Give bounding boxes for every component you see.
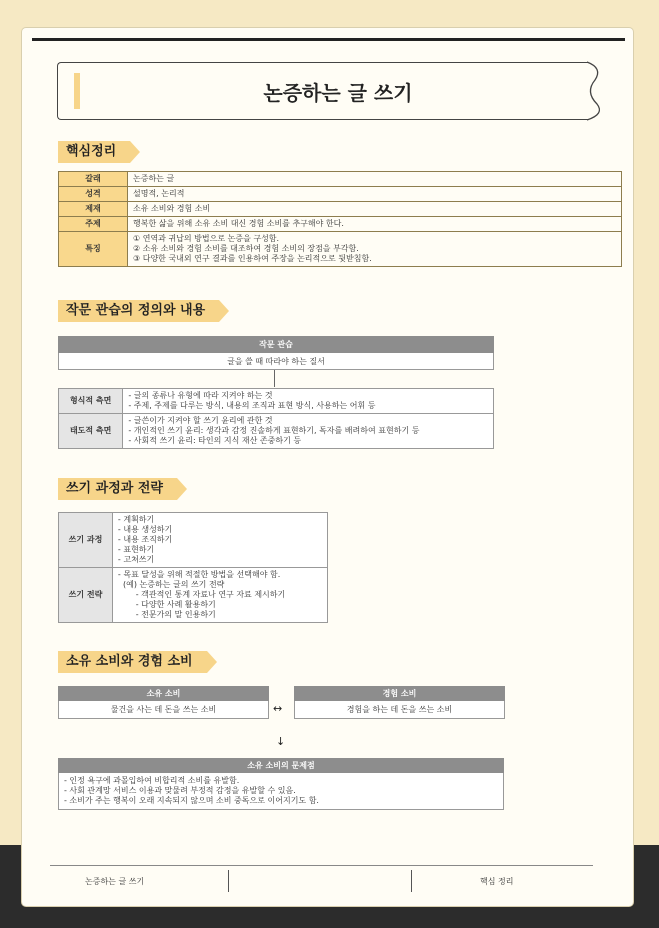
content-line: - 개인적인 쓰기 윤리: 생각과 감정 진솔하게 표현하기, 독자를 배려하여 표현하기 등 — [128, 426, 420, 435]
row-label: 제재 — [59, 202, 128, 217]
section-heading-consumption: 소유 소비와 경험 소비 — [58, 651, 207, 673]
content-line: - 객관적인 통계 자료나 연구 자료 제시하기 — [117, 590, 286, 599]
row-content — [112, 513, 327, 568]
content-line: - 내용 생성하기 — [117, 525, 173, 534]
row-label: 쓰기 과정 — [59, 513, 113, 568]
section-heading-process: 쓰기 과정과 전략 — [58, 478, 177, 500]
process-row — [59, 568, 328, 623]
double-arrow: ↔ — [273, 702, 283, 715]
page-sheet — [22, 28, 633, 906]
row-label: 갈래 — [59, 172, 128, 187]
problem-line: - 사회 관계망 서비스 이용과 맞물려 부정적 감정을 유발할 수 있음. — [64, 786, 296, 795]
title-accent-bar — [74, 73, 80, 109]
convention-header: 작문 관습 — [58, 336, 494, 353]
core-table-row — [59, 217, 622, 232]
title-box — [57, 62, 588, 120]
experience-consumption-card — [294, 686, 505, 719]
row-label: 특징 — [59, 232, 128, 267]
own-consumption-header: 소유 소비 — [58, 686, 269, 701]
content-line: - 내용 조직하기 — [117, 535, 173, 544]
process-table — [58, 512, 328, 623]
convention-row — [59, 414, 494, 449]
content-line: ③ 다양한 국내외 연구 결과를 인용하여 주장을 논리적으로 뒷받침함. — [133, 254, 372, 263]
core-table-row — [59, 232, 622, 267]
own-consumption-card — [58, 686, 269, 719]
footer-right: 핵심 정리 — [480, 877, 514, 886]
core-table-row — [59, 202, 622, 217]
page-title: 논증하는 글 쓰기 — [263, 81, 413, 105]
content-line: (예) 논증하는 글의 쓰기 전략 — [117, 580, 225, 589]
experience-consumption-header: 경험 소비 — [294, 686, 505, 701]
convention-definition: 글을 쓸 때 따라야 하는 질서 — [58, 353, 494, 370]
content-line: 행복한 삶을 위해 소유 소비 대신 경험 소비를 추구해야 한다. — [133, 219, 344, 228]
content-line: 논증하는 글 — [133, 174, 175, 183]
experience-consumption-desc: 경험을 하는 데 돈을 쓰는 소비 — [294, 701, 505, 719]
convention-table — [58, 388, 494, 449]
row-label: 성격 — [59, 187, 128, 202]
content-line: - 표현하기 — [117, 545, 155, 554]
row-content — [123, 389, 494, 414]
section-heading-convention: 작문 관습의 정의와 내용 — [58, 300, 219, 322]
footer-divider — [411, 870, 412, 892]
row-content — [128, 217, 622, 232]
title-curl-decoration — [577, 58, 607, 124]
content-line: - 주제, 주제를 다루는 방식, 내용의 조직과 표현 방식, 사용하는 어휘 등 — [128, 401, 376, 410]
convention-row — [59, 389, 494, 414]
content-line: - 목표 달성을 위해 적절한 방법을 선택해야 함. — [117, 570, 281, 579]
row-content — [128, 172, 622, 187]
core-summary-table — [58, 171, 622, 267]
core-table-row — [59, 187, 622, 202]
row-label: 형식적 측면 — [59, 389, 123, 414]
problem-box — [58, 758, 504, 810]
core-table-row — [59, 172, 622, 187]
row-label: 쓰기 전략 — [59, 568, 113, 623]
problem-header: 소유 소비의 문제점 — [58, 758, 504, 773]
top-rule — [32, 38, 625, 41]
process-row — [59, 513, 328, 568]
content-line: - 전문가의 말 인용하기 — [117, 610, 216, 619]
content-line: ② 소유 소비와 경험 소비를 대조하여 경험 소비의 장점을 부각함. — [133, 244, 359, 253]
row-content — [123, 414, 494, 449]
own-consumption-desc: 물건을 사는 데 돈을 쓰는 소비 — [58, 701, 269, 719]
problem-list — [58, 773, 504, 810]
footer — [50, 865, 593, 886]
row-content — [128, 187, 622, 202]
content-line: - 계획하기 — [117, 515, 155, 524]
content-line: 설명적, 논리적 — [133, 189, 185, 198]
footer-divider — [228, 870, 229, 892]
content-line: - 사회적 쓰기 윤리: 타인의 지식 재산 존중하기 등 — [128, 436, 302, 445]
content-line: - 글의 종류나 유형에 따라 지켜야 하는 것 — [128, 391, 273, 400]
problem-line: - 소비가 주는 행복이 오래 지속되지 않으며 소비 중독으로 이어지기도 함. — [64, 796, 319, 805]
row-content — [112, 568, 327, 623]
row-label: 주제 — [59, 217, 128, 232]
footer-left: 논증하는 글 쓰기 — [85, 877, 145, 886]
content-line: - 고쳐쓰기 — [117, 555, 155, 564]
content-line: - 글쓴이가 지켜야 할 쓰기 윤리에 관한 것 — [128, 416, 273, 425]
content-line: 소유 소비와 경험 소비 — [133, 204, 211, 213]
down-arrow: ↓ — [276, 735, 286, 748]
row-content — [128, 232, 622, 267]
connector-line — [274, 370, 275, 387]
row-content — [128, 202, 622, 217]
problem-line: - 인정 욕구에 과몰입하여 비합리적 소비를 유발함. — [64, 776, 240, 785]
content-line: ① 연역과 귀납의 방법으로 논증을 구성함. — [133, 234, 280, 243]
row-label: 태도적 측면 — [59, 414, 123, 449]
section-heading-core: 핵심정리 — [58, 141, 130, 163]
content-line: - 다양한 사례 활용하기 — [117, 600, 216, 609]
